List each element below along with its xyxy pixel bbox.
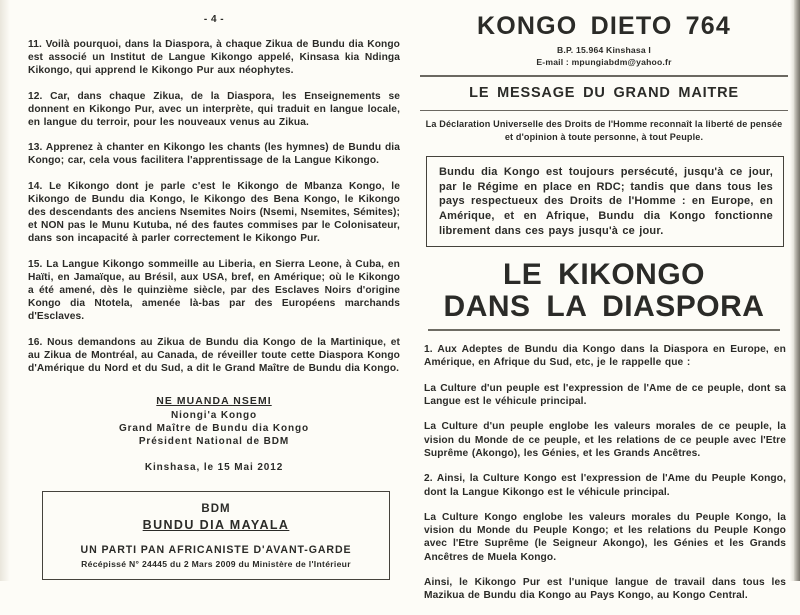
body-paragraph: 14. Le Kikongo dont je parle c'est le Kikongo de Mbanza Kongo, le Kikongo de Bundu dia Kongo, le Kikongo des Bena Kongo, le Kikongo des descendants des anciens Nsemites Noirs (Nsemi, Nsemites, Sémites); et NON pas le Munu Kutuba, né des fautes commises par le Colonisateur, dans son incapacité à parler correctement le Kikongo Pur. xyxy=(28,180,400,245)
party-registration: Récépissé N° 24445 du 2 Mars 2009 du Ministère de l'Intérieur xyxy=(81,559,351,570)
divider-rule-top xyxy=(420,75,788,77)
body-paragraph: 12. Car, dans chaque Zikua, de la Diaspora, les Enseignements se donnent en Kikongo Pur, avec un interprète, qui traduit en langue locale, en langue du terroir, pour les nouveaux venus au Zikua. xyxy=(28,90,400,129)
page-number: - 4 - xyxy=(203,14,225,25)
party-slogan: UN PARTI PAN AFRICANISTE D'AVANT-GARDE xyxy=(80,544,352,557)
signature-title-3: Président National de BDM xyxy=(138,436,290,448)
persecution-callout-text: Bundu dia Kongo est toujours persécuté, jusqu'à ce jour, par le Régime en place en RDC; tandis que dans tous les pays respectueux des Droits de l'Homme : en Europe, en Amérique, et en Afrique, Bundu dia Kongo fonctionne librement dans ces pays jusqu'à ce jour. xyxy=(439,166,773,237)
signature-name: NE MUANDA NSEMI xyxy=(156,396,272,408)
party-name: BUNDU DIA MAYALA xyxy=(142,518,290,533)
body-paragraph: 11. Voilà pourquoi, dans la Diaspora, à chaque Zikua de Bundu dia Kongo est associé un Institut de Langue Kikongo appelé, Kinsasa kia Ndinga Kikongo, qui apprend le Kikongo Pur aux néophytes. xyxy=(28,39,400,77)
right-column xyxy=(418,0,790,615)
divider-rule-middle xyxy=(420,110,788,111)
party-info-box xyxy=(42,491,390,580)
headline-line-2: DANS LA DIASPORA xyxy=(443,290,765,324)
body-paragraph: 15. La Langue Kikongo sommeille au Liberia, en Sierra Leone, à Cuba, en Haïti, en Jamaïque, au Brésil, aux USA, bref, en Amérique; où le Kikongo a été amené, dès le quinzième siècle, par des Esclaves Noirs d'origine Kongo dia Ntotela, amenée là-bas par des Européens marchands d'Esclaves. xyxy=(28,258,400,323)
right-body xyxy=(418,343,790,602)
masthead-title: KONGO DIETO 764 xyxy=(477,12,731,40)
body-paragraph: 1. Aux Adeptes de Bundu dia Kongo dans la Diaspora en Europe, en Amérique, en Afrique du Sud, etc, je le rappelle que : xyxy=(424,344,786,369)
body-paragraph: Ainsi, le Kikongo Pur est l'unique langue de travail dans tous les Mazikua de Bundu dia Kongo au Pays Kongo, au Kongo Central. xyxy=(424,577,786,602)
headline-line-1: LE KIKONGO xyxy=(502,258,705,292)
body-paragraph: La Culture Kongo englobe les valeurs morales du Peuple Kongo, la vision du Monde du Peuple Kongo; et les relations du Peuple Kongo avec l'Etre Suprême (le Seigneur Akongo), les Génies et les Grands Ancêtres de Muela Kongo. xyxy=(424,511,786,563)
body-paragraph: La Culture d'un peuple englobe les valeurs morales de ce peuple, la vision du Monde de ce peuple, et les relations de ce peuple avec l'Etre Suprême (Akongo), les Génies, et les Grands Ancêtres. xyxy=(424,421,786,459)
signature-title-2: Grand Maître de Bundu dia Kongo xyxy=(118,423,310,435)
signature-title-1: Niongi'a Kongo xyxy=(170,410,258,422)
masthead-email: E-mail : mpungiabdm@yahoo.fr xyxy=(536,56,672,67)
body-paragraph: 13. Apprenez à chanter en Kikongo les chants (les hymnes) de Bundu dia Kongo; car, cela vous facilitera l'apprentissage de la Langue Kikongo. xyxy=(28,142,400,167)
message-banner: LE MESSAGE DU GRAND MAITRE xyxy=(469,85,739,101)
udhr-note: La Déclaration Universelle des Droits de l'Homme reconnaît la liberté de pensée et d'opinion à toute personne, à tout Peuple. xyxy=(425,119,783,142)
party-abbreviation: BDM xyxy=(201,503,231,516)
main-headline xyxy=(418,259,790,323)
body-paragraph: 16. Nous demandons au Zikua de Bundu dia Kongo de la Martinique, et au Zikua de Montréal, au Canada, de réveiller toute cette Diaspora Kongo d'Amérique du Nord et du Sud, a dit le Grand Maître de Bundu dia Kongo. xyxy=(28,336,400,375)
persecution-callout-box xyxy=(426,156,784,247)
body-paragraph: La Culture d'un peuple est l'expression de l'Ame de ce peuple, dont sa Langue est le véhicule principal. xyxy=(424,382,786,408)
signature-place-date: Kinshasa, le 15 Mai 2012 xyxy=(144,462,284,474)
signature-block xyxy=(28,391,400,473)
body-paragraph: 2. Ainsi, la Culture Kongo est l'expression de l'Ame du Peuple Kongo, dont la Langue Kikongo est le véhicule principal. xyxy=(424,473,786,498)
left-column xyxy=(28,0,400,580)
masthead-po-box: B.P. 15.964 Kinshasa I xyxy=(556,45,652,55)
divider-rule-headline xyxy=(428,329,780,331)
